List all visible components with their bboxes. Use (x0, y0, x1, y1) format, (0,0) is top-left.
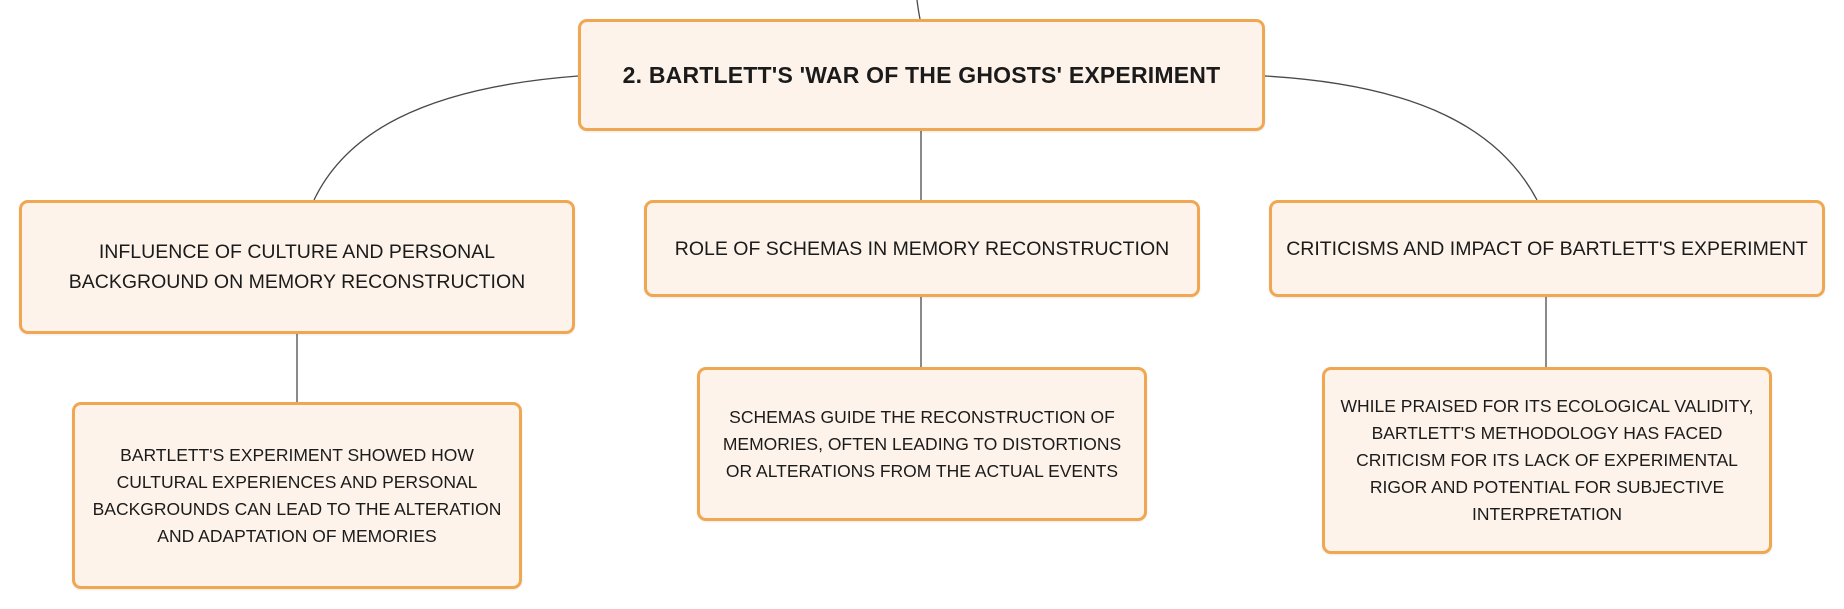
connector-root-to-branch-1 (314, 76, 578, 200)
branch-node-label: ROLE OF SCHEMAS IN MEMORY RECONSTRUCTION (674, 237, 1170, 260)
detail-node-text: WHILE PRAISED FOR ITS ECOLOGICAL VALIDITY, BARTLETT'S METHODOLOGY HAS FACED CRITICISM FOR ITS LACK OF EXPERIMENTAL RIGOR AND POTENTIAL FOR SUBJECTIVE INTERPRETATION (1340, 396, 1754, 524)
branch-node-label: INFLUENCE OF CULTURE AND PERSONAL BACKGROUND ON MEMORY RECONSTRUCTION (68, 241, 526, 293)
connector-parent-to-root (917, 0, 920, 19)
detail-node-schemas[interactable] (697, 367, 1147, 521)
connector-root-to-branch-3 (1265, 76, 1537, 200)
root-node[interactable] (578, 19, 1265, 131)
detail-node-culture[interactable] (72, 402, 522, 589)
detail-node-text: SCHEMAS GUIDE THE RECONSTRUCTION OF MEMORIES, OFTEN LEADING TO DISTORTIONS OR ALTERATIONS FROM THE ACTUAL EVENTS (722, 406, 1122, 481)
branch-node-culture[interactable] (19, 200, 575, 334)
branch-node-label: CRITICISMS AND IMPACT OF BARTLETT'S EXPERIMENT (1286, 237, 1808, 260)
branch-node-criticisms[interactable] (1269, 200, 1825, 297)
detail-node-text: BARTLETT'S EXPERIMENT SHOWED HOW CULTURAL EXPERIENCES AND PERSONAL BACKGROUNDS CAN LEAD TO THE ALTERATION AND ADAPTATION OF MEMORIES (92, 444, 502, 546)
detail-node-criticisms[interactable] (1322, 367, 1772, 554)
root-node-label: 2. BARTLETT'S 'WAR OF THE GHOSTS' EXPERIMENT (622, 61, 1221, 88)
branch-node-schemas[interactable] (644, 200, 1200, 297)
